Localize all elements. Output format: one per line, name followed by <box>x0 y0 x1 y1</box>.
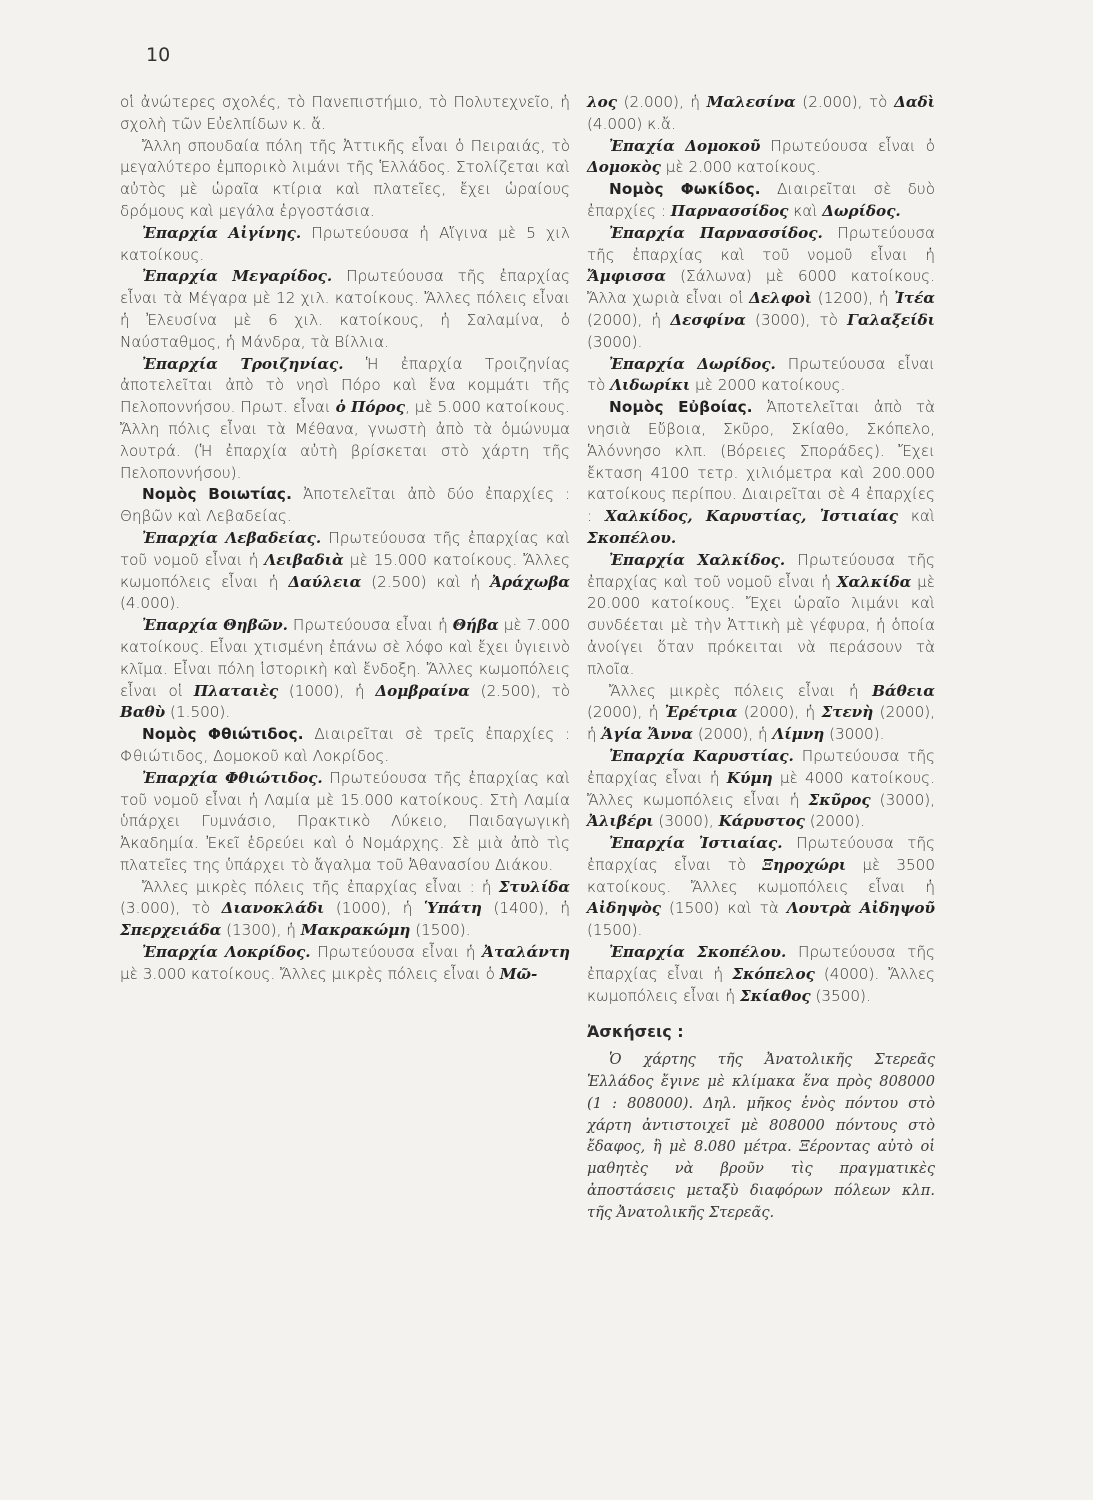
section-heading: Νομὸς Φωκίδος. <box>609 180 761 199</box>
body-text: (4.000) κ.ἄ. <box>587 114 676 133</box>
emphasis-text: Δομοκὸς <box>587 158 661 177</box>
body-text: μὲ 20.000 κατοίκους. Ἔχει ὡραῖο λιμάνι καὶ συνδέεται μὲ τὴν Ἀττικὴ μὲ γέφυρα, ἡ ὁποία ἀνοίγει ὅταν πρόκειται νὰ περάσουν τὰ πλοῖα. <box>587 572 936 678</box>
emphasis-text: Ἐπαρχία Αἰγίνης. <box>142 223 302 242</box>
body-text: μὲ 2.000 κατοίκους. <box>660 158 821 177</box>
emphasis-text: Ἐπαρχία Καρυστίας. <box>609 746 794 765</box>
paragraph <box>587 550 935 681</box>
emphasis-text: Σκίαθος <box>739 986 811 1005</box>
paragraph <box>120 942 570 986</box>
emphasis-text: Ἐπαρχία Τροιζηνίας. <box>142 354 344 373</box>
page-number: 10 <box>146 44 171 66</box>
body-text: καὶ <box>898 507 935 526</box>
body-text: Πρωτεύουσα ἡ Αἴγινα μὲ 5 χιλ κατοίκους. <box>120 223 571 264</box>
body-text: (2.500), τὸ <box>469 681 571 700</box>
body-text: (1500). <box>587 921 643 940</box>
body-text: Πρωτεύουσα τῆς ἐπαρχίας εἶναι ἡ <box>587 746 935 787</box>
paragraph <box>120 266 570 353</box>
paragraph <box>587 681 935 746</box>
emphasis-text: Ἐπαρχία Λεβαδείας. <box>142 528 322 547</box>
right-column <box>587 92 935 1224</box>
right-column-paragraphs <box>587 92 935 1007</box>
body-text: (1.500). <box>165 703 231 722</box>
paragraph <box>587 179 935 223</box>
emphasis-text: Ἐρέτρια <box>664 703 738 722</box>
emphasis-text: Σκοπέλου. <box>587 528 677 547</box>
exercises-title: Ἀσκήσεις : <box>587 1022 684 1042</box>
emphasis-text: Διανοκλάδι <box>221 899 325 918</box>
emphasis-text: Δελφοὶ <box>749 289 813 308</box>
emphasis-text: Μῶ- <box>499 964 538 983</box>
body-text: (2000), ἡ <box>587 703 935 744</box>
emphasis-text: Ἐπαρχία Φθιώτιδος. <box>142 768 323 787</box>
body-text: μὲ 4000 κατοίκους. Ἄλλες κωμοπόλεις εἶναι ἡ <box>587 768 935 809</box>
paragraph <box>587 833 935 942</box>
emphasis-text: Κάρυστος <box>718 812 805 831</box>
body-text: (2.000), τὸ <box>795 93 895 111</box>
emphasis-text: ὁ Πόρος <box>335 398 405 417</box>
body-text: μὲ 15.000 κατοίκους. Ἄλλες κωμοπόλεις εἶναι ἡ <box>120 550 570 591</box>
paragraph <box>587 354 935 398</box>
body-text: Διαιρεῖται σὲ δυὸ ἐπαρχίες : <box>587 180 935 220</box>
emphasis-text: Ἐπαρχία Σκοπέλου. <box>609 943 787 962</box>
section-heading: Νομὸς Φθιώτιδος. <box>142 725 304 744</box>
paragraph <box>587 136 935 180</box>
emphasis-text: Λουτρὰ Αἰδηψοῦ <box>786 899 935 918</box>
exercises-text: Ὁ χάρτης τῆς Ἀνατολικῆς Στερεᾶς Ἑλλάδος ἔγινε μὲ κλίμακα ἕνα πρὸς 808000 (1 : 808000). Δηλ. μῆκος ἑνὸς πόντου στὸ χάρτη ἀντιστοιχεῖ μὲ 808000 πόντους στὸ ἔδαφος, ἢ μὲ 8.080 μέτρα. Ξέροντας αὐτὸ οἱ μαθητὲς νὰ βροῦν τὶς πραγματικὲς ἀποστάσεις μεταξὺ διαφόρων πόλεων κλπ. τῆς Ἀνατολικῆς Στερεᾶς. <box>587 1051 935 1221</box>
emphasis-text: Δεσφίνα <box>670 310 746 329</box>
emphasis-text: Ἐπαρχία Θηβῶν. <box>142 616 288 635</box>
emphasis-text: Ἁγία Ἄννα <box>601 725 693 744</box>
emphasis-text: Θήβα <box>452 616 499 635</box>
body-text: (1000), ἡ <box>324 899 424 918</box>
body-text: (3000), τὸ <box>745 310 848 329</box>
emphasis-text: Δομβραίνα <box>375 681 470 700</box>
emphasis-text: Ἐπαρχία Παρνασσίδος. <box>609 223 823 242</box>
paragraph <box>120 528 570 615</box>
body-text: Πρωτεύουσα τῆς ἐπαρχίας εἶναι τὸ <box>587 834 935 874</box>
body-text: (1500). <box>410 921 471 940</box>
body-text: (2000), ἡ <box>693 725 773 744</box>
body-text: Ἄλλες μικρὲς πόλεις εἶναι ἡ <box>609 681 873 700</box>
body-text: (1300), ἡ <box>221 921 301 940</box>
body-text: (4.000). <box>120 594 181 613</box>
body-text: Πρωτεύουσα τῆς ἐπαρχίας καὶ τοῦ νομοῦ εἶναι ἡ <box>587 223 935 264</box>
paragraph <box>120 136 570 223</box>
paragraph <box>587 397 935 550</box>
body-text: Πρωτεύουσα τῆς ἐπαρχίας καὶ τοῦ νομοῦ εἶναι ἡ <box>587 550 935 591</box>
body-text: καὶ <box>788 201 823 220</box>
body-text: Πρωτεύουσα τῆς ἐπαρχίας εἶναι τὰ Μέγαρα μὲ 12 χιλ. κατοίκους. Ἄλλες πόλεις εἶναι ἡ Ἐλευσίνα μὲ 6 χιλ. κατοίκους, ἡ Σαλαμίνα, ὁ Ναύσταθμος, ἡ Μάνδρα, τὰ Βίλλια. <box>120 267 570 351</box>
emphasis-text: Παρνασσίδος <box>670 201 789 220</box>
paragraph <box>120 877 570 942</box>
emphasis-text: Ἐπαρχία Ἰστιαίας. <box>609 834 783 853</box>
emphasis-text: Αἰδηψὸς <box>587 899 661 918</box>
body-text: (3.000), τὸ <box>120 899 222 918</box>
emphasis-text: Δωρίδος. <box>822 201 901 220</box>
body-text: Ἡ ἐπαρχία Τροιζηνίας ἀποτελεῖται ἀπὸ τὸ νησὶ Πόρο καὶ ἕνα κομμάτι τῆς Πελοποννήσου. Πρωτ. εἶναι <box>120 354 570 417</box>
body-text: (2000), ἡ <box>587 703 665 722</box>
emphasis-text: Ἰτέα <box>894 289 935 308</box>
emphasis-text: Σπερχειάδα <box>120 921 222 940</box>
paragraph <box>120 484 570 528</box>
emphasis-text: Μακρακώμη <box>300 921 411 940</box>
emphasis-text: Ἐπαχία Δομοκοῦ <box>609 136 761 155</box>
emphasis-text: Λειβαδιὰ <box>264 550 344 569</box>
emphasis-text: Λίμνη <box>772 725 825 744</box>
body-text: (3000). <box>587 332 643 351</box>
paragraph <box>587 746 935 833</box>
body-text: (3500). <box>810 986 871 1005</box>
emphasis-text: Δαύλεια <box>288 572 362 591</box>
body-text: μὲ 3500 κατοίκους. Ἄλλες κωμοπόλεις εἶναι ἡ <box>587 855 935 896</box>
emphasis-text: Στενὴ <box>821 703 874 722</box>
emphasis-text: Κύμη <box>726 768 773 787</box>
paragraph <box>120 724 570 768</box>
body-text: Ἄλλη σπουδαία πόλη τῆς Ἀττικῆς εἶναι ὁ Πειραιάς, τὸ μεγαλύτερο ἐμπορικὸ λιμάνι τῆς Ἑλλάδος. Στολίζεται καὶ αὐτὸς μὲ ὡραῖα κτίρια καὶ πλατεῖες, ἔχει ὡραίους δρόμους καὶ μεγάλα ἐργοστάσια. <box>120 136 570 220</box>
emphasis-text: Λιδωρίκι <box>610 376 691 395</box>
emphasis-text: Ξηροχώρι <box>762 855 847 874</box>
body-text: μὲ 7.000 κατοίκους. Εἶναι χτισμένη ἐπάνω σὲ λόφο καὶ ἔχει ὑγιεινὸ κλῖμα. Εἶναι πόλη ἱστορικὴ καὶ ἔνδοξη. Ἄλλες κωμοπόλεις εἶναι οἱ <box>120 616 570 700</box>
body-text: Πρωτεύουσα εἶναι ἡ <box>287 616 453 635</box>
emphasis-text: Ἐπαρχία Δωρίδος. <box>609 354 776 373</box>
paragraph <box>120 768 570 877</box>
body-text: , μὲ 5.000 κατοίκους. Ἄλλη πόλις εἶναι τὰ Μέθανα, γνωστὴ ἀπὸ τὰ ὁμώνυμα λουτρά. (Ἡ ἐπαρχία αὐτὴ βρίσκεται στὸ χάρτη τῆς Πελοποννήσου). <box>120 398 570 482</box>
body-text: (2.500) καὶ ἡ <box>361 572 491 591</box>
section-heading: Νομὸς Βοιωτίας. <box>142 485 293 504</box>
body-text: Πρωτεύουσα τῆς ἐπαρχίας εἶναι ἡ <box>587 943 935 983</box>
body-text: (3000), <box>653 812 719 831</box>
body-text: Ἀποτελεῖται ἀπὸ δύο ἐπαρχίες : Θηβῶν καὶ Λεβαδείας. <box>120 485 570 526</box>
body-text: (4000). Ἄλλες κωμοπόλεις εἶναι ἡ <box>587 964 935 1005</box>
body-text: Ἀποτελεῖται ἀπὸ τὰ νησιὰ Εὔβοια, Σκῦρο, Σκίαθο, Σκόπελο, Ἁλόννησο κλπ. (Βόρειες Σποράδες). Ἔχει ἔκταση 4100 τετρ. χιλιόμετρα καὶ 200.000 κατοίκους περίπου. Διαιρεῖται σὲ 4 ἐπαρχίες : <box>587 398 936 526</box>
emphasis-text: Ὑπάτη <box>423 899 482 918</box>
emphasis-text: Γαλαξείδι <box>847 310 935 329</box>
body-text: (2.000), ἡ <box>617 93 707 111</box>
emphasis-text: Σκῦρος <box>808 790 871 809</box>
emphasis-text: Ἐπαρχία Λοκρίδος. <box>142 943 311 962</box>
body-text: (3000), <box>870 790 935 809</box>
body-text: (1200), ἡ <box>812 289 895 308</box>
body-text: (1500) καὶ τὰ <box>660 899 787 918</box>
emphasis-text: Δαδὶ <box>894 93 936 111</box>
body-text: (2000). <box>804 812 866 831</box>
emphasis-text: Στυλίδα <box>498 877 570 896</box>
emphasis-text: Πλαταιὲς <box>193 681 279 700</box>
body-text: (1000), ἡ <box>278 681 376 700</box>
body-text: οἱ ἀνώτερες σχολές, τὸ Πανεπιστήμιο, τὸ Πολυτεχνεῖο, ἡ σχολὴ τῶν Εὐελπίδων κ. ἄ. <box>120 93 570 133</box>
body-text: Πρωτεύουσα τῆς ἐπαρχίας καὶ τοῦ νομοῦ εἶναι ἡ <box>120 528 570 569</box>
body-text: Διαιρεῖται σὲ τρεῖς ἐπαρχίες : Φθιώτιδος, Δομοκοῦ καὶ Λοκρίδος. <box>120 725 570 765</box>
section-heading: Νομὸς Εὐβοίας. <box>609 398 753 417</box>
body-text: μὲ 3.000 κατοίκους. Ἄλλες μικρὲς πόλεις εἶναι ὁ <box>120 964 500 983</box>
emphasis-text: Βάθεια <box>872 681 935 700</box>
paragraph <box>120 223 570 267</box>
body-text: (Σάλωνα) μὲ 6000 κατοίκους. Ἄλλα χωριὰ εἶναι οἱ <box>587 267 935 308</box>
emphasis-text: Χαλκίδος, Καρυστίας, Ἰστιαίας <box>604 507 898 526</box>
paragraph <box>587 942 935 1007</box>
paragraph <box>120 354 570 485</box>
body-text: (1400), ἡ <box>481 899 570 918</box>
emphasis-text: Μαλεσίνα <box>706 93 796 111</box>
emphasis-text: Ἐπαρχία Μεγαρίδος. <box>142 267 333 286</box>
emphasis-text: Ἀταλάντη <box>482 943 570 962</box>
body-text: (2000), ἡ <box>737 703 822 722</box>
paragraph <box>120 615 570 724</box>
paragraph <box>587 92 935 136</box>
body-text: Πρωτεύουσα τῆς ἐπαρχίας καὶ τοῦ νομοῦ εἶναι ἡ Λαμία μὲ 15.000 κατοίκους. Στὴ Λαμία ὑπάρχει Γυμνάσιο, Πρακτικὸ Λύκειο, Παιδαγωγικὴ Ἀκαδημία. Ἐκεῖ ἑδρεύει καὶ ὁ Νομάρχης. Σὲ μιὰ ἀπὸ τὶς πλατεῖες της ὑπάρχει τὸ ἄγαλμα τοῦ Ἀθανασίου Διάκου. <box>120 768 570 874</box>
emphasis-text: Ἀλιβέρι <box>587 812 654 831</box>
left-column <box>120 92 570 986</box>
body-text: Πρωτεύουσα εἶναι ὁ <box>760 136 936 155</box>
emphasis-text: λος <box>587 93 618 111</box>
body-text: Πρωτεύουσα εἶναι τὸ <box>587 354 936 395</box>
body-text: Ἄλλες μικρὲς πόλεις τῆς ἐπαρχίας εἶναι : ἡ <box>142 877 499 896</box>
emphasis-text: Σκόπελος <box>732 964 815 983</box>
paragraph <box>587 223 935 354</box>
paragraph <box>120 92 570 136</box>
emphasis-text: Ἀράχωβα <box>490 572 570 591</box>
body-text: (3000). <box>824 725 885 744</box>
body-text: μὲ 2000 κατοίκους. <box>690 376 846 395</box>
emphasis-text: Βαθὺ <box>120 703 166 722</box>
body-text: Πρωτεύουσα εἶναι ἡ <box>310 943 483 962</box>
emphasis-text: Ἐπαρχία Χαλκίδος. <box>609 550 786 569</box>
emphasis-text: Ἄμφισσα <box>587 267 666 286</box>
body-text: (2000), ἡ <box>587 310 671 329</box>
emphasis-text: Χαλκίδα <box>836 572 912 591</box>
